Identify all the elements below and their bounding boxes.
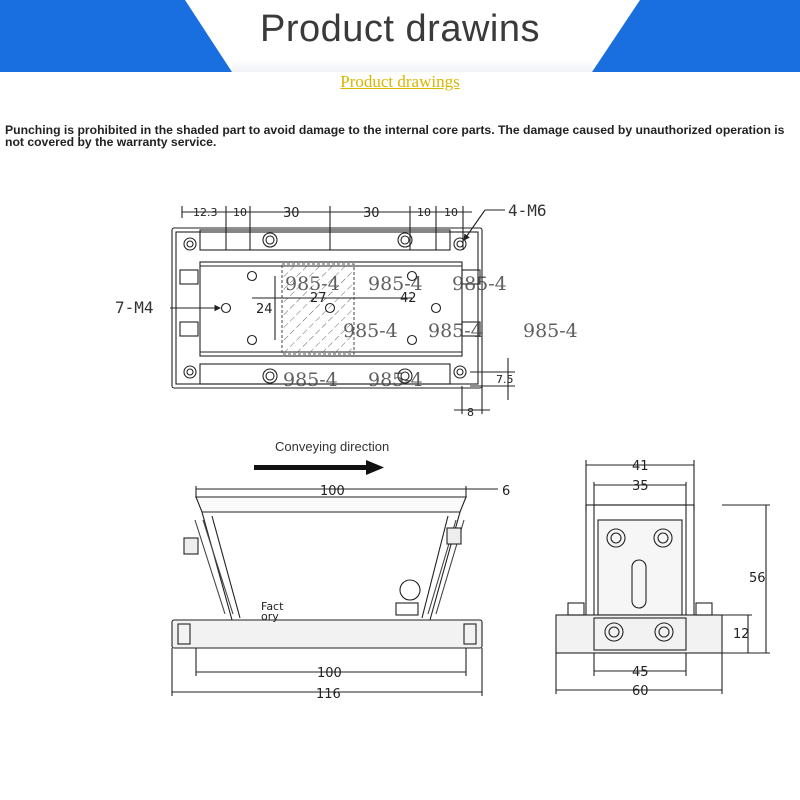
top-view <box>170 206 515 414</box>
conveying-arrow <box>254 460 384 475</box>
dim-27: 27 <box>310 291 327 306</box>
watermark-7: 985-4 <box>283 369 338 391</box>
front-view <box>172 486 498 696</box>
dim-side-41: 41 <box>632 459 649 474</box>
dim-side-60: 60 <box>632 684 649 699</box>
watermark-6: 985-4 <box>523 320 578 342</box>
watermark-3: 985-4 <box>452 273 507 295</box>
dim-side-45: 45 <box>632 665 649 680</box>
watermark-1: 985-4 <box>285 273 340 295</box>
dim-front-6: 6 <box>502 484 511 499</box>
dim-side-56: 56 <box>749 571 766 586</box>
dim-front-100-top: 100 <box>320 484 345 499</box>
warranty-notice: Punching is prohibited in the shaded part to avoid damage to the internal core parts. The damage caused by unauthorized operation is not covered by the warranty service. <box>5 123 785 149</box>
dim-side-35: 35 <box>632 479 649 494</box>
watermark-5: 985-4 <box>428 320 483 342</box>
side-view <box>556 460 770 694</box>
dim-30-b: 30 <box>363 206 380 221</box>
label-fact: Fact <box>261 600 284 613</box>
callout-7-m4: 7-M4 <box>115 298 154 317</box>
dim-24: 24 <box>256 302 273 317</box>
conveying-direction-label: Conveying direction <box>275 439 390 454</box>
dim-10-b: 10 <box>417 206 431 219</box>
dim-front-100-bottom: 100 <box>317 666 342 681</box>
page-subtitle: Product drawings <box>340 72 460 91</box>
callout-4-m6: 4-M6 <box>508 201 547 220</box>
dim-42: 42 <box>400 291 417 306</box>
watermark-4: 985-4 <box>343 320 398 342</box>
dim-front-116: 116 <box>316 687 341 702</box>
label-ory: ory <box>261 610 279 623</box>
dim-8: 8 <box>467 406 474 419</box>
dim-10-c: 10 <box>444 206 458 219</box>
dim-10-a: 10 <box>233 206 247 219</box>
page-title: Product drawins <box>260 8 540 50</box>
dim-side-12: 12 <box>733 627 750 642</box>
watermark-2: 985-4 <box>368 273 423 295</box>
dim-7-5: 7.5 <box>496 373 514 386</box>
dim-30-a: 30 <box>283 206 300 221</box>
dim-12-3: 12.3 <box>193 206 218 219</box>
watermark-8: 985-4 <box>368 369 423 391</box>
